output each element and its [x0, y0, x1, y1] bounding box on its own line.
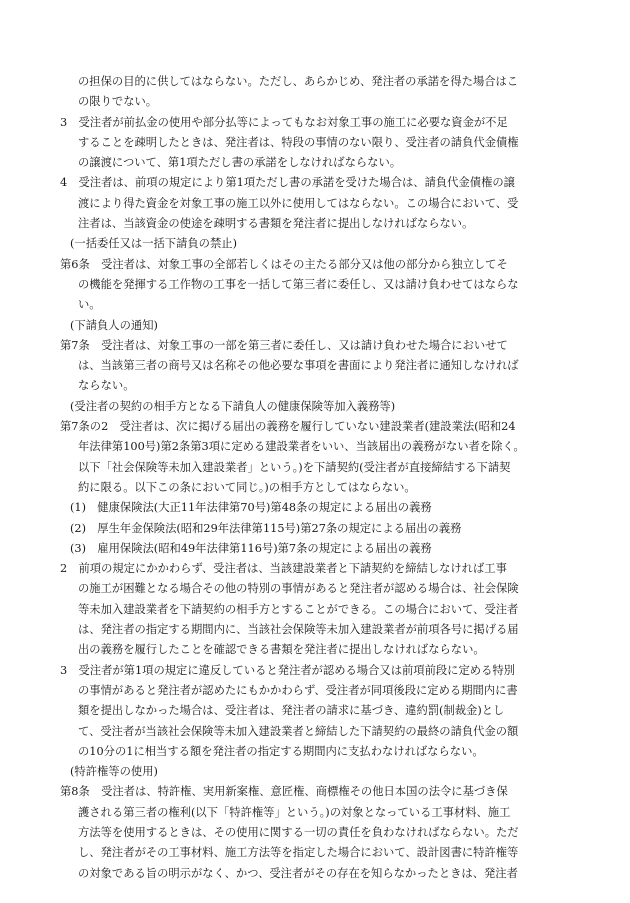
- text-line: 第8条 受注者は、特許権、実用新案権、意匠権、商標権その他日本国の法令に基づき保: [60, 785, 508, 799]
- text-line: 第6条 受注者は、対象工事の全部若しくはその主たる部分又は他の部分から独立してそ: [60, 257, 508, 271]
- text-line: 2 前項の規定にかかわらず、受注者は、当該建設業者と下請契約を締結しなければ工事: [60, 562, 507, 576]
- text-line: 方法等を使用するときは、その使用に関する一切の責任を負わなければならない。ただ: [78, 825, 519, 839]
- text-line: 出の義務を履行したことを確認できる書類を発注者に提出しなければならない。: [78, 643, 485, 657]
- text-line: の10分の1に相当する額を発注者の指定する期間内に支払わなければならない。: [78, 744, 484, 758]
- contract-text: [60, 72, 580, 884]
- text-line: (一括委任又は一括下請負の禁止): [70, 237, 237, 251]
- text-line: し、発注者がその工事材料、施工方法等を指定した場合において、設計図書に特許権等: [78, 846, 519, 860]
- text-line: 類を提出しなかった場合は、受注者は、発注者の請求に基づき、違約罰(制裁金)とし: [78, 704, 505, 718]
- text-line: 護される第三者の権利(以下「特許権等」という。)の対象となっている工事材料、施工: [78, 805, 511, 819]
- text-line: の機能を発揮する工作物の工事を一括して第三者に委任し、又は請け負わせてはならな: [78, 277, 519, 291]
- text-line: 年法律第100号)第2条第3項に定める建設業者をいい、当該届出の義務がない者を除く。: [78, 440, 525, 454]
- text-line: は、当該第三者の商号又は名称その他必要な事項を書面により発注者に通知しなければ: [78, 359, 519, 373]
- text-line: 第7条の2 受注者は、次に掲げる届出の義務を履行していない建設業者(建設業法(昭和24: [60, 420, 516, 434]
- text-line: て、受注者が当該社会保険等未加入建設業者と締結した下請契約の最終の請負代金の額: [78, 724, 519, 738]
- text-line: (受注者の契約の相手方となる下請負人の健康保険等加入義務等): [70, 399, 396, 413]
- text-line: 3 受注者が第1項の規定に違反していると発注者が認める場合又は前項前段に定める特別: [60, 663, 515, 677]
- text-line: 第7条 受注者は、対象工事の一部を第三者に委任し、又は請け負わせた場合においせて: [60, 338, 508, 352]
- text-line: の事情があると発注者が認めたにもかかわらず、受注者が同項後段に定める期間内に書: [78, 683, 518, 697]
- text-line: することを疎明したときは、発注者は、特段の事情のない限り、受注者の請負代金債権: [78, 135, 519, 149]
- text-line: 注者は、当該資金の使途を疎明する書類を発注者に提出しなければならない。: [78, 217, 474, 231]
- text-line: 以下「社会保険等未加入建設業者」という。)を下請契約(受注者が直接締結する下請契: [78, 460, 511, 474]
- text-line: の限りでない。: [78, 95, 158, 109]
- text-line: (1) 健康保険法(大正11年法律第70号)第48条の規定による届出の義務: [70, 501, 432, 515]
- text-line: い。: [78, 298, 101, 312]
- text-line: ならない。: [78, 379, 135, 393]
- text-line: は、発注者の指定する期間内に、当該社会保険等未加入建設業者が前項各号に掲げる届: [78, 623, 519, 637]
- text-line: 4 受注者は、前項の規定により第1項ただし書の承諾を受けた場合は、請負代金債権の譲: [60, 176, 515, 190]
- text-line: (3) 雇用保険法(昭和49年法律第116号)第7条の規定による届出の義務: [70, 541, 432, 555]
- text-line: (特許権等の使用): [70, 765, 158, 779]
- text-line: の施工が困難となる場合その他の特別の事情があると発注者が認める場合は、社会保険: [78, 582, 519, 596]
- text-line: 渡により得た資金を対象工事の施工以外に使用してはならない。この場合において、受: [78, 196, 519, 210]
- text-line: 3 受注者が前払金の使用や部分払等によってもなお対象工事の施工に必要な資金が不足: [60, 115, 508, 129]
- text-line: (下請負人の通知): [70, 318, 158, 332]
- text-line: の担保の目的に供してはならない。ただし、あらかじめ、発注者の承諾を得た場合はこ: [78, 75, 519, 88]
- text-line: (2) 厚生年金保険法(昭和29年法律第115号)第27条の規定による届出の義務: [70, 521, 462, 535]
- text-line: の対象である旨の明示がなく、かつ、受注者がその存在を知らなかったときは、発注者: [78, 866, 518, 880]
- text-line: 約に限る。以下この条において同じ。)の相手方としてはならない。: [78, 480, 416, 494]
- text-line: の譲渡について、第1項ただし書の承諾をしなければならない。: [78, 156, 402, 170]
- text-line: 等未加入建設業者を下請契約の相手方とすることができる。この場合において、受注者: [78, 602, 519, 616]
